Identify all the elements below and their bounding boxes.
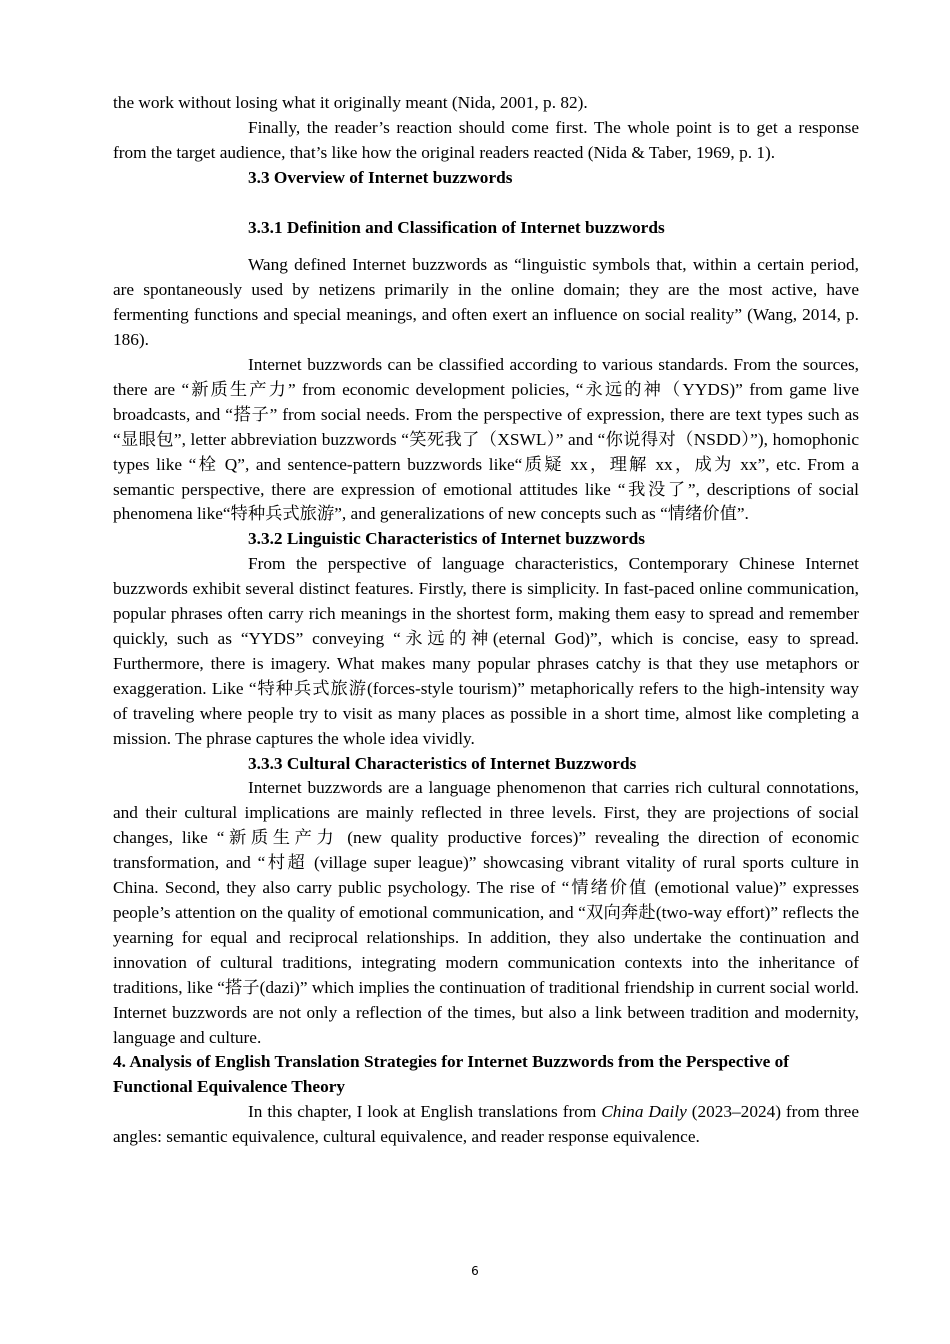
- heading-3-3-3: 3.3.3 Cultural Characteristics of Internet Buzzwords: [248, 753, 637, 773]
- heading-4: 4. Analysis of English Translation Strategies for Internet Buzzwords from the Perspective of Functional Equivalence Theory: [113, 1052, 790, 1097]
- paragraph-reader-reaction: Finally, the reader’s reaction should come first. The whole point is to get a response from the target audience, that’s like how the original readers reacted (Nida & Taber, 1969, p. 1).: [113, 117, 859, 162]
- paragraph-continuation: the work without losing what it originally meant (Nida, 2001, p. 82).: [113, 93, 588, 112]
- paragraph-chapter-intro: [113, 1100, 859, 1150]
- page-body: [113, 91, 859, 1150]
- heading-3-3-2: 3.3.2 Linguistic Characteristics of Internet buzzwords: [248, 529, 645, 549]
- paragraph-cultural: Internet buzzwords are a language phenomenon that carries rich cultural connotations, and their cultural implications are mainly reflected in three levels. First, they are projections of social changes, like “新质生产力 (new quality productive forces)” revealing the direction of economic transformation, and “村超 (village super league)” showcasing vibrant vitality of rural sports culture in China. Second, they also carry public psychology. The rise of “情绪价值 (emotional value)” expresses people’s attention on the quality of emotional communication, and “双向奔赴(two-way effort)” reflects the yearning for equal and reciprocal relationships. In addition, they also undertake the continuation and innovation of cultural traditions, integrating modern communication contexts into the inheritance of traditions, like “搭子(dazi)” which implies the continuation of traditional friendship in current social world. Internet buzzwords are not only a reflection of the times, but also a link between tradition and modernity, language and culture.: [113, 778, 859, 1047]
- paragraph-classification: Internet buzzwords can be classified according to various standards. From the sources, there are “新质生产力” from economic development policies, “永远的神（YYDS)” from game live broadcasts, and “搭子” from social needs. From the perspective of expression, there are text types such as “显眼包”, letter abbreviation buzzwords “笑死我了（XSWL）” and “你说得对（NSDD）”), homophonic types like “栓 Q”, and sentence-pattern buzzwords like“质疑 xx，理解 xx，成为 xx”, etc. From a semantic perspective, there are expression of emotional attitudes like “我没了”, descriptions of social phenomena like“特种兵式旅游”, and generalizations of new concepts such as “情绪价值”.: [113, 355, 859, 524]
- paragraph-linguistic: From the perspective of language characteristics, Contemporary Chinese Internet buzzwords exhibit several distinct features. Firstly, there is simplicity. In fast-paced online communication, popular phrases often carry rich meanings in the shortest form, making them easy to spread and remember quickly, such as “YYDS” conveying “永远的神(eternal God)”, which is concise, easy to spread. Furthermore, there is imagery. What makes many popular phrases catchy is that they use metaphors or exaggeration. Like “特种兵式旅游(forces-style tourism)” metaphorically refers to the high-intensity way of traveling where people try to visit as many places as possible in a short time, almost like completing a mission. The phrase captures the whole idea vividly.: [113, 554, 859, 748]
- heading-3-3-1: 3.3.1 Definition and Classification of Internet buzzwords: [248, 217, 665, 237]
- paragraph-definition: Wang defined Internet buzzwords as “linguistic symbols that, within a certain period, are spontaneously used by netizens primarily in the online domain; they are the most active, have fermenting functions and special meanings, and often exert an influence on social reality” (Wang, 2014, p. 186).: [113, 255, 859, 350]
- source-name-china-daily: China Daily: [601, 1102, 687, 1122]
- chapter-intro-text-start: In this chapter, I look at English translations from: [248, 1102, 602, 1122]
- page-number: 6: [471, 1264, 479, 1278]
- chapter-intro-text-end: (2023–2024) from three angles: semantic equivalence, cultural equivalence, and reader response equivalence.: [113, 1102, 859, 1147]
- heading-3-3: 3.3 Overview of Internet buzzwords: [248, 167, 513, 187]
